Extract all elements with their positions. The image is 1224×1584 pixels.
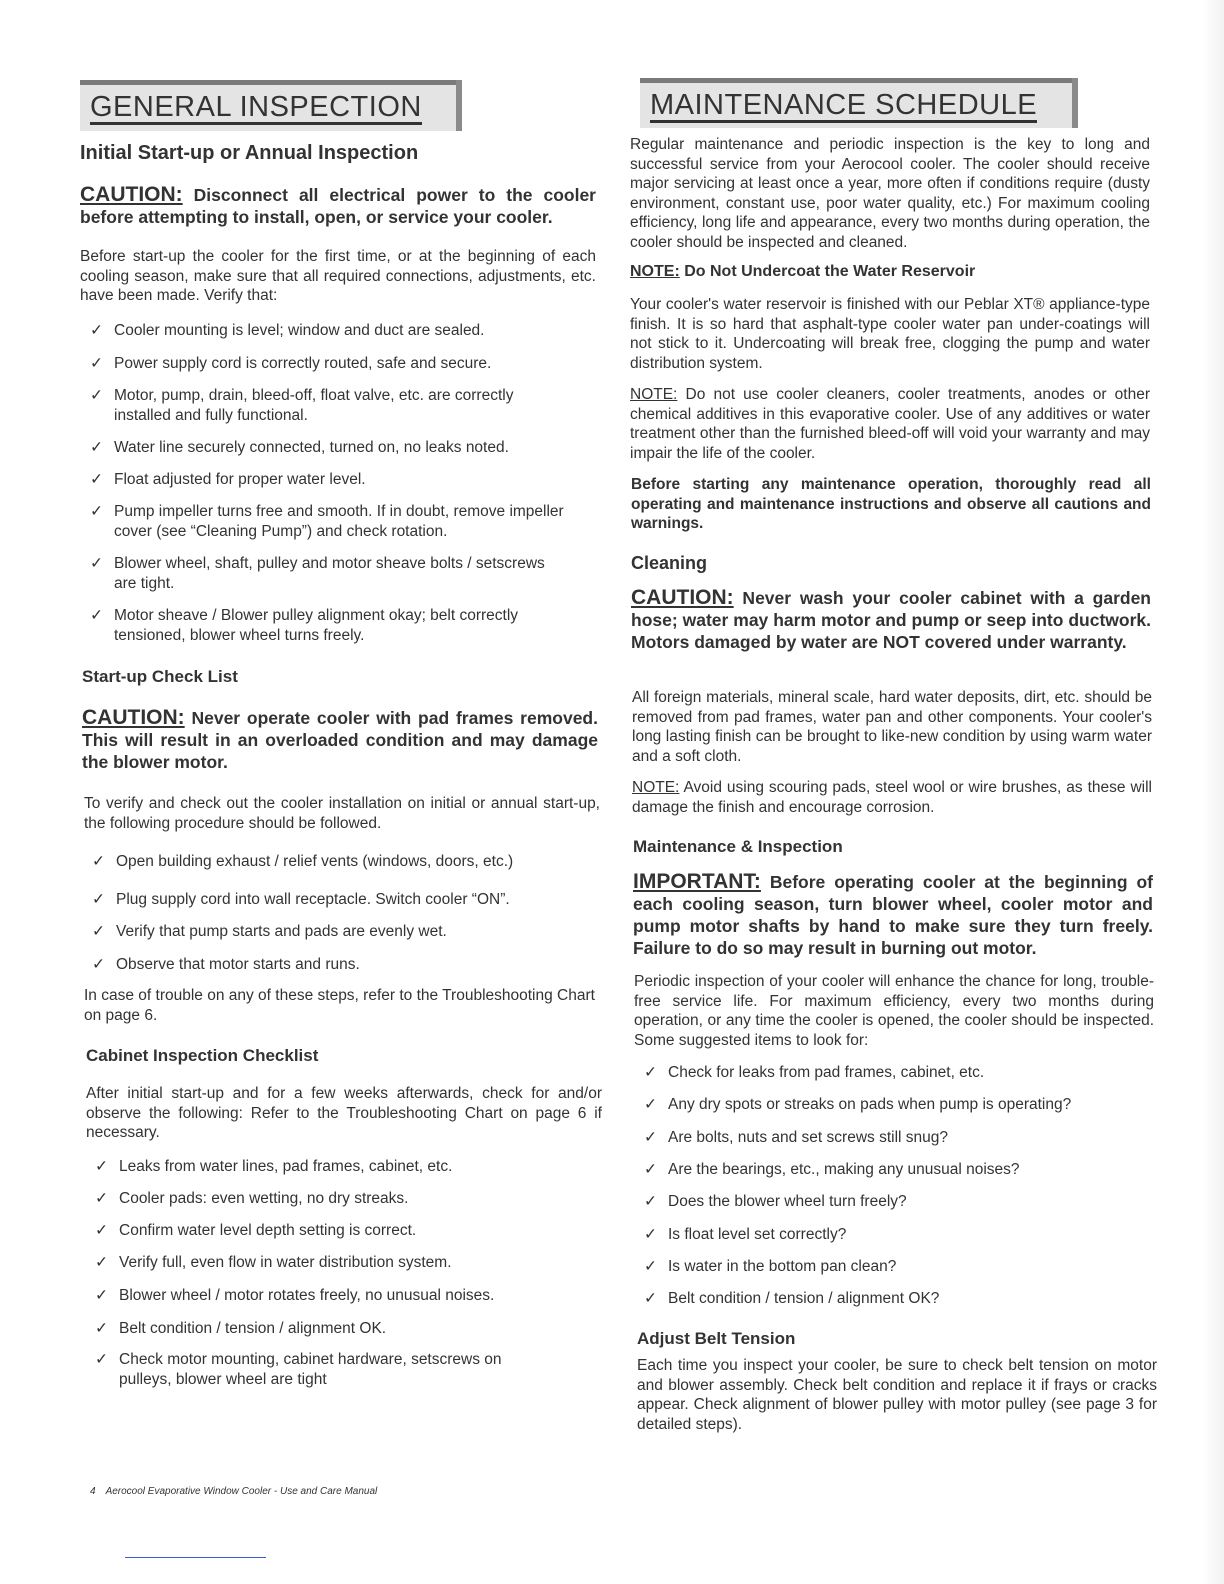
checklist-item: ✓ Water line securely connected, turned on, no leaks noted.	[90, 439, 509, 456]
checklist-item: ✓ Does the blower wheel turn freely?	[644, 1193, 907, 1210]
note-label: NOTE:	[630, 263, 680, 280]
checklist-item: ✓ Cooler mounting is level; window and duct are sealed.	[90, 322, 485, 339]
note-additives: NOTE: Do not use cooler cleaners, cooler treatments, anodes or other chemical additives in this evaporative cooler. Use of any additives or water treatment other than the furnished bleed-off will void your warranty and may impair the life of the cooler.	[630, 386, 1150, 462]
checklist-item: ✓ Leaks from water lines, pad frames, cabinet, etc.	[95, 1158, 453, 1175]
check-icon: ✓	[92, 853, 105, 870]
check-icon: ✓	[90, 471, 103, 488]
subheading-adjust-belt: Adjust Belt Tension	[637, 1329, 796, 1348]
subheading-startup-checklist: Start-up Check List	[82, 667, 238, 686]
checklist-item: ✓ Confirm water level depth setting is correct.	[95, 1222, 417, 1239]
check-icon: ✓	[90, 322, 103, 339]
check-icon: ✓	[644, 1096, 657, 1113]
page-number: 4	[90, 1486, 96, 1497]
check-icon: ✓	[95, 1254, 108, 1271]
checklist-item: ✓ Belt condition / tension / alignment OK.	[95, 1320, 387, 1337]
checklist-item: ✓ Blower wheel, shaft, pulley and motor sheave bolts / setscrews are tight.	[90, 555, 545, 592]
footer-rule	[125, 1557, 266, 1558]
section-title: MAINTENANCE SCHEDULE	[650, 89, 1038, 121]
check-icon: ✓	[90, 555, 103, 572]
checklist-item: ✓ Verify full, even flow in water distribution system.	[95, 1254, 452, 1271]
check-icon: ✓	[95, 1287, 108, 1304]
checklist-item: ✓ Are the bearings, etc., making any unusual noises?	[644, 1161, 1020, 1178]
check-icon: ✓	[644, 1129, 657, 1146]
page-footer	[90, 1486, 377, 1497]
checklist-item: ✓ Float adjusted for proper water level.	[90, 471, 366, 488]
checklist-item: ✓ Belt condition / tension / alignment OK?	[644, 1290, 940, 1307]
belt-tension-paragraph: Each time you inspect your cooler, be sure to check belt tension on motor and blower assembly. Check belt condition and replace it if frays or cracks appear. Check alignment of blower pulley with motor pulley (see page 3 for detailed steps).	[637, 1357, 1157, 1433]
checklist-item: ✓ Check motor mounting, cabinet hardware, setscrews on pulleys, blower wheel are tight	[95, 1351, 502, 1388]
important-notice	[633, 871, 1153, 959]
checklist-item: ✓ Motor sheave / Blower pulley alignment okay; belt correctly tensioned, blower wheel turns freely.	[90, 607, 519, 644]
cabinet-paragraph: After initial start-up and for a few weeks afterwards, check for and/or observe the following: Refer to the Troubleshooting Chart on page 6 if necessary.	[86, 1085, 602, 1141]
important-label: IMPORTANT:	[633, 870, 761, 893]
check-icon: ✓	[644, 1161, 657, 1178]
periodic-inspection-paragraph: Periodic inspection of your cooler will enhance the chance for long, trouble-free service life. For maximum efficiency, every two months during operation, or any time the cooler is opened, the cooler should be inspected. Some suggested items to look for:	[634, 973, 1154, 1049]
checklist-item: ✓ Is water in the bottom pan clean?	[644, 1258, 897, 1275]
checklist-item: ✓ Is float level set correctly?	[644, 1226, 847, 1243]
foreign-materials-paragraph: All foreign materials, mineral scale, hard water deposits, dirt, etc. should be removed from pad frames, water pan and other components. Your cooler's long lasting finish can be brought to like-new condition by using warm water and a soft cloth.	[632, 689, 1152, 765]
troubleshooting-paragraph: In case of trouble on any of these steps, refer to the Troubleshooting Chart on page 6.	[84, 987, 595, 1024]
subheading-maintenance-inspection: Maintenance & Inspection	[633, 837, 843, 856]
maintenance-schedule-banner	[640, 78, 1072, 128]
check-icon: ✓	[644, 1064, 657, 1081]
caution-text: Never operate cooler with pad frames removed. This will result in an overloaded condition and may damage the blower motor.	[82, 708, 598, 772]
checklist-item: ✓ Any dry spots or streaks on pads when pump is operating?	[644, 1096, 1072, 1113]
check-icon: ✓	[95, 1222, 108, 1239]
check-icon: ✓	[644, 1193, 657, 1210]
caution-text: Disconnect all electrical power to the cooler before attempting to install, open, or service your cooler.	[80, 185, 596, 227]
caution-disconnect-power	[80, 184, 596, 228]
verify-paragraph: To verify and check out the cooler installation on initial or annual start-up, the following procedure should be followed.	[84, 795, 600, 832]
intro-paragraph: Before start-up the cooler for the first time, or at the beginning of each cooling season, make sure that all required connections, adjustments, etc. have been made. Verify that:	[80, 248, 596, 304]
checklist-item: ✓ Open building exhaust / relief vents (windows, doors, etc.)	[92, 853, 514, 870]
checklist-item: ✓ Verify that pump starts and pads are evenly wet.	[92, 923, 447, 940]
caution-pad-frames	[82, 707, 598, 773]
subheading-cleaning: Cleaning	[631, 553, 708, 573]
check-icon: ✓	[95, 1320, 108, 1337]
check-icon: ✓	[644, 1226, 657, 1243]
checklist-item: ✓ Observe that motor starts and runs.	[92, 956, 360, 973]
manual-title: Aerocool Evaporative Window Cooler - Use and Care Manual	[105, 1486, 378, 1497]
checklist-item: ✓ Plug supply cord into wall receptacle. Switch cooler “ON”.	[92, 891, 510, 908]
check-icon: ✓	[90, 607, 103, 624]
note-undercoat: NOTE: Do Not Undercoat the Water Reservoir	[630, 263, 976, 280]
checklist-item: ✓ Check for leaks from pad frames, cabinet, etc.	[644, 1064, 985, 1081]
note-scouring: NOTE: Avoid using scouring pads, steel wool or wire brushes, as these will damage the finish and encourage corrosion.	[632, 779, 1152, 816]
checklist-item: ✓ Blower wheel / motor rotates freely, no unusual noises.	[95, 1287, 495, 1304]
check-icon: ✓	[644, 1290, 657, 1307]
note-label: NOTE:	[630, 386, 678, 403]
maintenance-intro-paragraph: Regular maintenance and periodic inspection is the key to long and successful service from your Aerocool cooler. The cooler should receive major servicing at least once a year, more often if conditions require (dusty environment, constant use, poor water quality, etc.) For maximum cooling efficiency, long life and appearance, every two months during operation, the cooler should be inspected and cleaned.	[630, 136, 1150, 251]
note-label: NOTE:	[632, 779, 680, 796]
check-icon: ✓	[95, 1190, 108, 1207]
caution-label: CAUTION:	[80, 183, 183, 206]
caution-label: CAUTION:	[82, 706, 185, 729]
general-inspection-banner	[80, 80, 456, 131]
subheading-cabinet-checklist: Cabinet Inspection Checklist	[86, 1046, 319, 1065]
check-icon: ✓	[90, 355, 103, 372]
check-icon: ✓	[644, 1258, 657, 1275]
caution-garden-hose	[631, 587, 1151, 653]
check-icon: ✓	[92, 923, 105, 940]
checklist-item: ✓ Pump impeller turns free and smooth. If in doubt, remove impeller cover (see “Cleaning Pump”) and check rotation.	[90, 503, 564, 540]
section-title: GENERAL INSPECTION	[90, 91, 422, 123]
caution-label: CAUTION:	[631, 586, 734, 609]
subheading-initial-startup: Initial Start-up or Annual Inspection	[80, 142, 419, 164]
check-icon: ✓	[95, 1351, 108, 1368]
check-icon: ✓	[92, 956, 105, 973]
check-icon: ✓	[90, 503, 103, 520]
caution-text: Never wash your cooler cabinet with a garden hose; water may harm motor and pump or seep into ductwork. Motors damaged by water are NOT covered under warranty.	[631, 588, 1151, 652]
check-icon: ✓	[90, 387, 103, 404]
check-icon: ✓	[95, 1158, 108, 1175]
checklist-item: ✓ Power supply cord is correctly routed, safe and secure.	[90, 355, 492, 372]
important-text: Before operating cooler at the beginning of each cooling season, turn blower wheel, cooler motor and pump motor shafts by hand to make sure they turn freely. Failure to do so may result in burning out motor.	[633, 872, 1153, 958]
check-icon: ✓	[90, 439, 103, 456]
before-starting-paragraph: Before starting any maintenance operation, thoroughly read all operating and maintenance instructions and observe all cautions and warnings.	[631, 476, 1151, 532]
scan-edge-shadow	[1202, 0, 1224, 1584]
checklist-item: ✓ Cooler pads: even wetting, no dry streaks.	[95, 1190, 409, 1207]
checklist-item: ✓ Motor, pump, drain, bleed-off, float valve, etc. are correctly installed and fully functional.	[90, 387, 514, 424]
check-icon: ✓	[92, 891, 105, 908]
reservoir-paragraph: Your cooler's water reservoir is finished with our Peblar XT® appliance-type finish. It is so hard that asphalt-type cooler water pan under-coatings will not stick to it. Undercoating will break free, clogging the pump and water distribution system.	[630, 296, 1150, 372]
checklist-item: ✓ Are bolts, nuts and set screws still snug?	[644, 1129, 948, 1146]
